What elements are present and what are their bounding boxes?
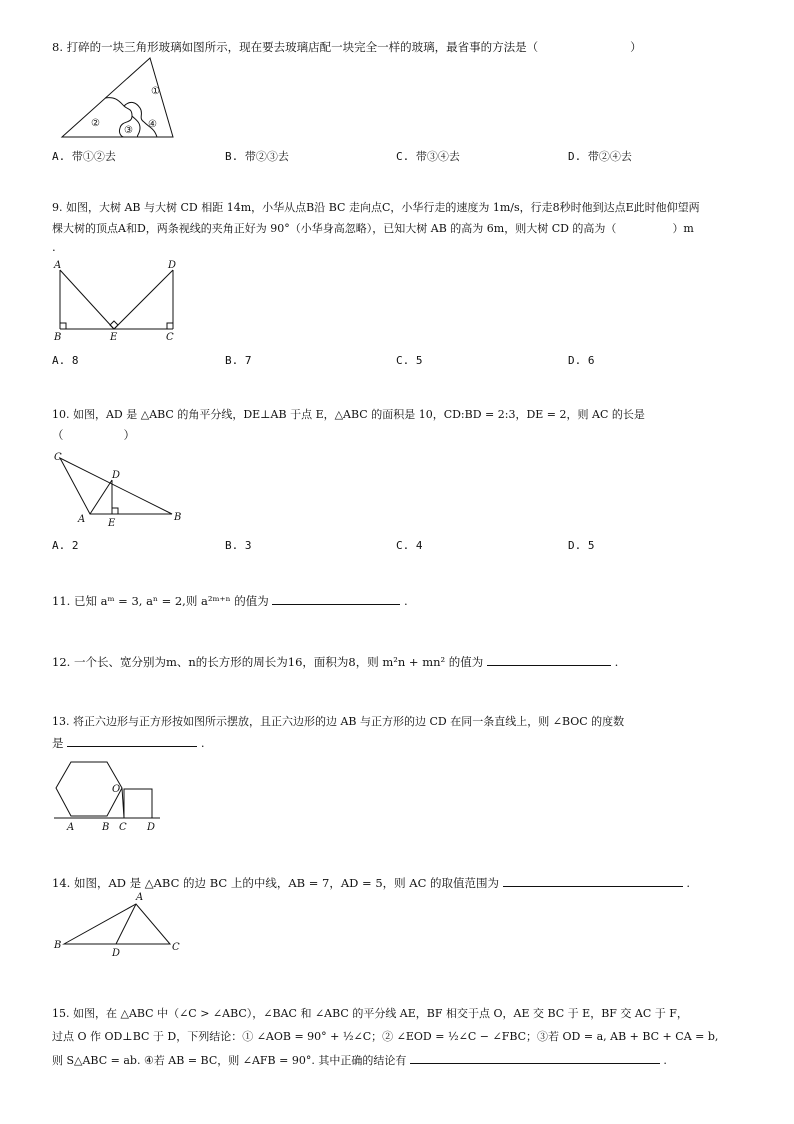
q14-answer-blank[interactable]: [503, 872, 683, 887]
q13-label-b: B: [102, 822, 110, 833]
q9-option-b[interactable]: B. 7: [225, 354, 252, 367]
q9-label-b: B: [54, 332, 62, 343]
question-10-line-2: [52, 424, 135, 446]
q13-label-c: C: [119, 822, 127, 833]
q15-line-3-text: 则 S△ABC = ab. ④若 AB = BC，则 ∠AFB = 90°. 其中正确的结论有: [52, 1054, 407, 1067]
q8-close: ）: [630, 40, 642, 54]
q9-period: .: [52, 240, 56, 254]
q14-label-c: C: [172, 942, 180, 953]
q8-label-2: ②: [91, 118, 100, 129]
question-13-line-2: [52, 732, 204, 754]
question-10-line-1: 10. 如图，AD 是 △ABC 的角平分线，DE⊥AB 于点 E，△ABC 的面积是 10，CD:BD = 2:3，DE = 2，则 AC 的长是: [52, 408, 645, 421]
q15-end: .: [663, 1054, 667, 1067]
q8-label-3: ③: [124, 125, 133, 136]
q10-label-a: A: [78, 514, 86, 525]
q14-label-b: B: [54, 940, 62, 951]
q12-answer-blank[interactable]: [487, 651, 611, 666]
q14-end: .: [686, 876, 691, 890]
q14-label-a: A: [136, 892, 144, 903]
q13-line-2-text: 是: [52, 736, 64, 750]
question-13-line-1: 13. 将正六边形与正方形按如图所示摆放，且正六边形的边 AB 与正方形的边 CD 在同一条直线上，则 ∠BOC 的度数: [52, 715, 625, 728]
question-9-line-1: 9. 如图，大树 AB 与大树 CD 相距 14m，小华从点B沿 BC 走向点C，小华行走的速度为 1m/s，行走8秒时他到达点E此时他仰望两: [52, 201, 700, 214]
q10-label-c: C: [54, 452, 62, 463]
q8-label-1: ①: [151, 86, 160, 97]
q13-label-d: D: [147, 822, 156, 833]
q10-close: ）: [123, 428, 135, 442]
q11-text: 11. 已知 aᵐ = 3, aⁿ = 2,则 a²ᵐ⁺ⁿ 的值为: [52, 594, 269, 608]
question-15-line-3: [52, 1049, 667, 1072]
q10-option-a[interactable]: A. 2: [52, 539, 79, 552]
q10-label-d: D: [112, 470, 121, 481]
q8-option-a[interactable]: A. 带①②去: [52, 150, 116, 163]
q10-line-2-text: （: [52, 428, 64, 442]
q11-answer-blank[interactable]: [272, 590, 400, 605]
q8-figure-broken-glass: [58, 56, 178, 142]
q11-end: .: [404, 594, 408, 608]
q9-close: ）m: [672, 222, 694, 235]
q10-label-b: B: [174, 512, 182, 523]
question-9-line-2: [52, 218, 694, 240]
question-11: [52, 590, 408, 612]
q9-option-d[interactable]: D. 6: [568, 354, 595, 367]
question-12: [52, 651, 618, 673]
q9-option-c[interactable]: C. 5: [396, 354, 423, 367]
q8-label-4: ④: [148, 119, 157, 130]
q12-end: .: [614, 655, 619, 669]
q10-label-e: E: [108, 518, 116, 529]
q10-figure-triangle: [50, 448, 190, 532]
q8-option-c[interactable]: C. 带③④去: [396, 150, 460, 163]
q14-figure-triangle: [50, 890, 190, 962]
question-15-line-2: 过点 O 作 OD⊥BC 于 D，下列结论：① ∠AOB = 90° + ½∠C；② ∠EOD = ½∠C − ∠FBC；③若 OD = a, AB + BC + CA = b,: [52, 1030, 719, 1043]
q10-option-c[interactable]: C. 4: [396, 539, 423, 552]
q13-label-a: A: [67, 822, 75, 833]
q13-label-o: O: [112, 784, 121, 795]
q8-option-b[interactable]: B. 带②③去: [225, 150, 289, 163]
q8-text: 8. 打碎的一块三角形玻璃如图所示，现在要去玻璃店配一块完全一样的玻璃，最省事的方法是（: [52, 40, 539, 54]
q10-option-b[interactable]: B. 3: [225, 539, 252, 552]
q13-figure-hexagon-square: [50, 754, 170, 836]
q9-option-a[interactable]: A. 8: [52, 354, 79, 367]
q14-label-d: D: [112, 948, 121, 959]
q13-answer-blank[interactable]: [67, 732, 197, 747]
q10-option-d[interactable]: D. 5: [568, 539, 595, 552]
q14-text: 14. 如图，AD 是 △ABC 的边 BC 上的中线，AB = 7，AD = 5，则 AC 的取值范围为: [52, 876, 500, 890]
q15-answer-blank[interactable]: [410, 1049, 660, 1064]
q12-text: 12. 一个长、宽分别为m、n的长方形的周长为16，面积为8，则 m²n + mn² 的值为: [52, 655, 484, 669]
q13-end: .: [200, 736, 205, 750]
q8-option-d[interactable]: D. 带②④去: [568, 150, 632, 163]
q9-label-c: C: [166, 332, 174, 343]
q9-line-2-text: 棵大树的顶点A和D，两条视线的夹角正好为 90°（小华身高忽略），已知大树 AB 的高为 6m，则大树 CD 的高为（: [52, 222, 617, 235]
q9-label-e: E: [110, 332, 118, 343]
q9-label-a: A: [54, 260, 62, 271]
question-15-line-1: 15. 如图，在 △ABC 中（∠C > ∠ABC），∠BAC 和 ∠ABC 的平分线 AE，BF 相交于点 O，AE 交 BC 于 E，BF 交 AC 于 F，: [52, 1007, 688, 1020]
q9-label-d: D: [168, 260, 177, 271]
question-8: [52, 36, 642, 58]
q9-figure-trees: [50, 258, 190, 346]
